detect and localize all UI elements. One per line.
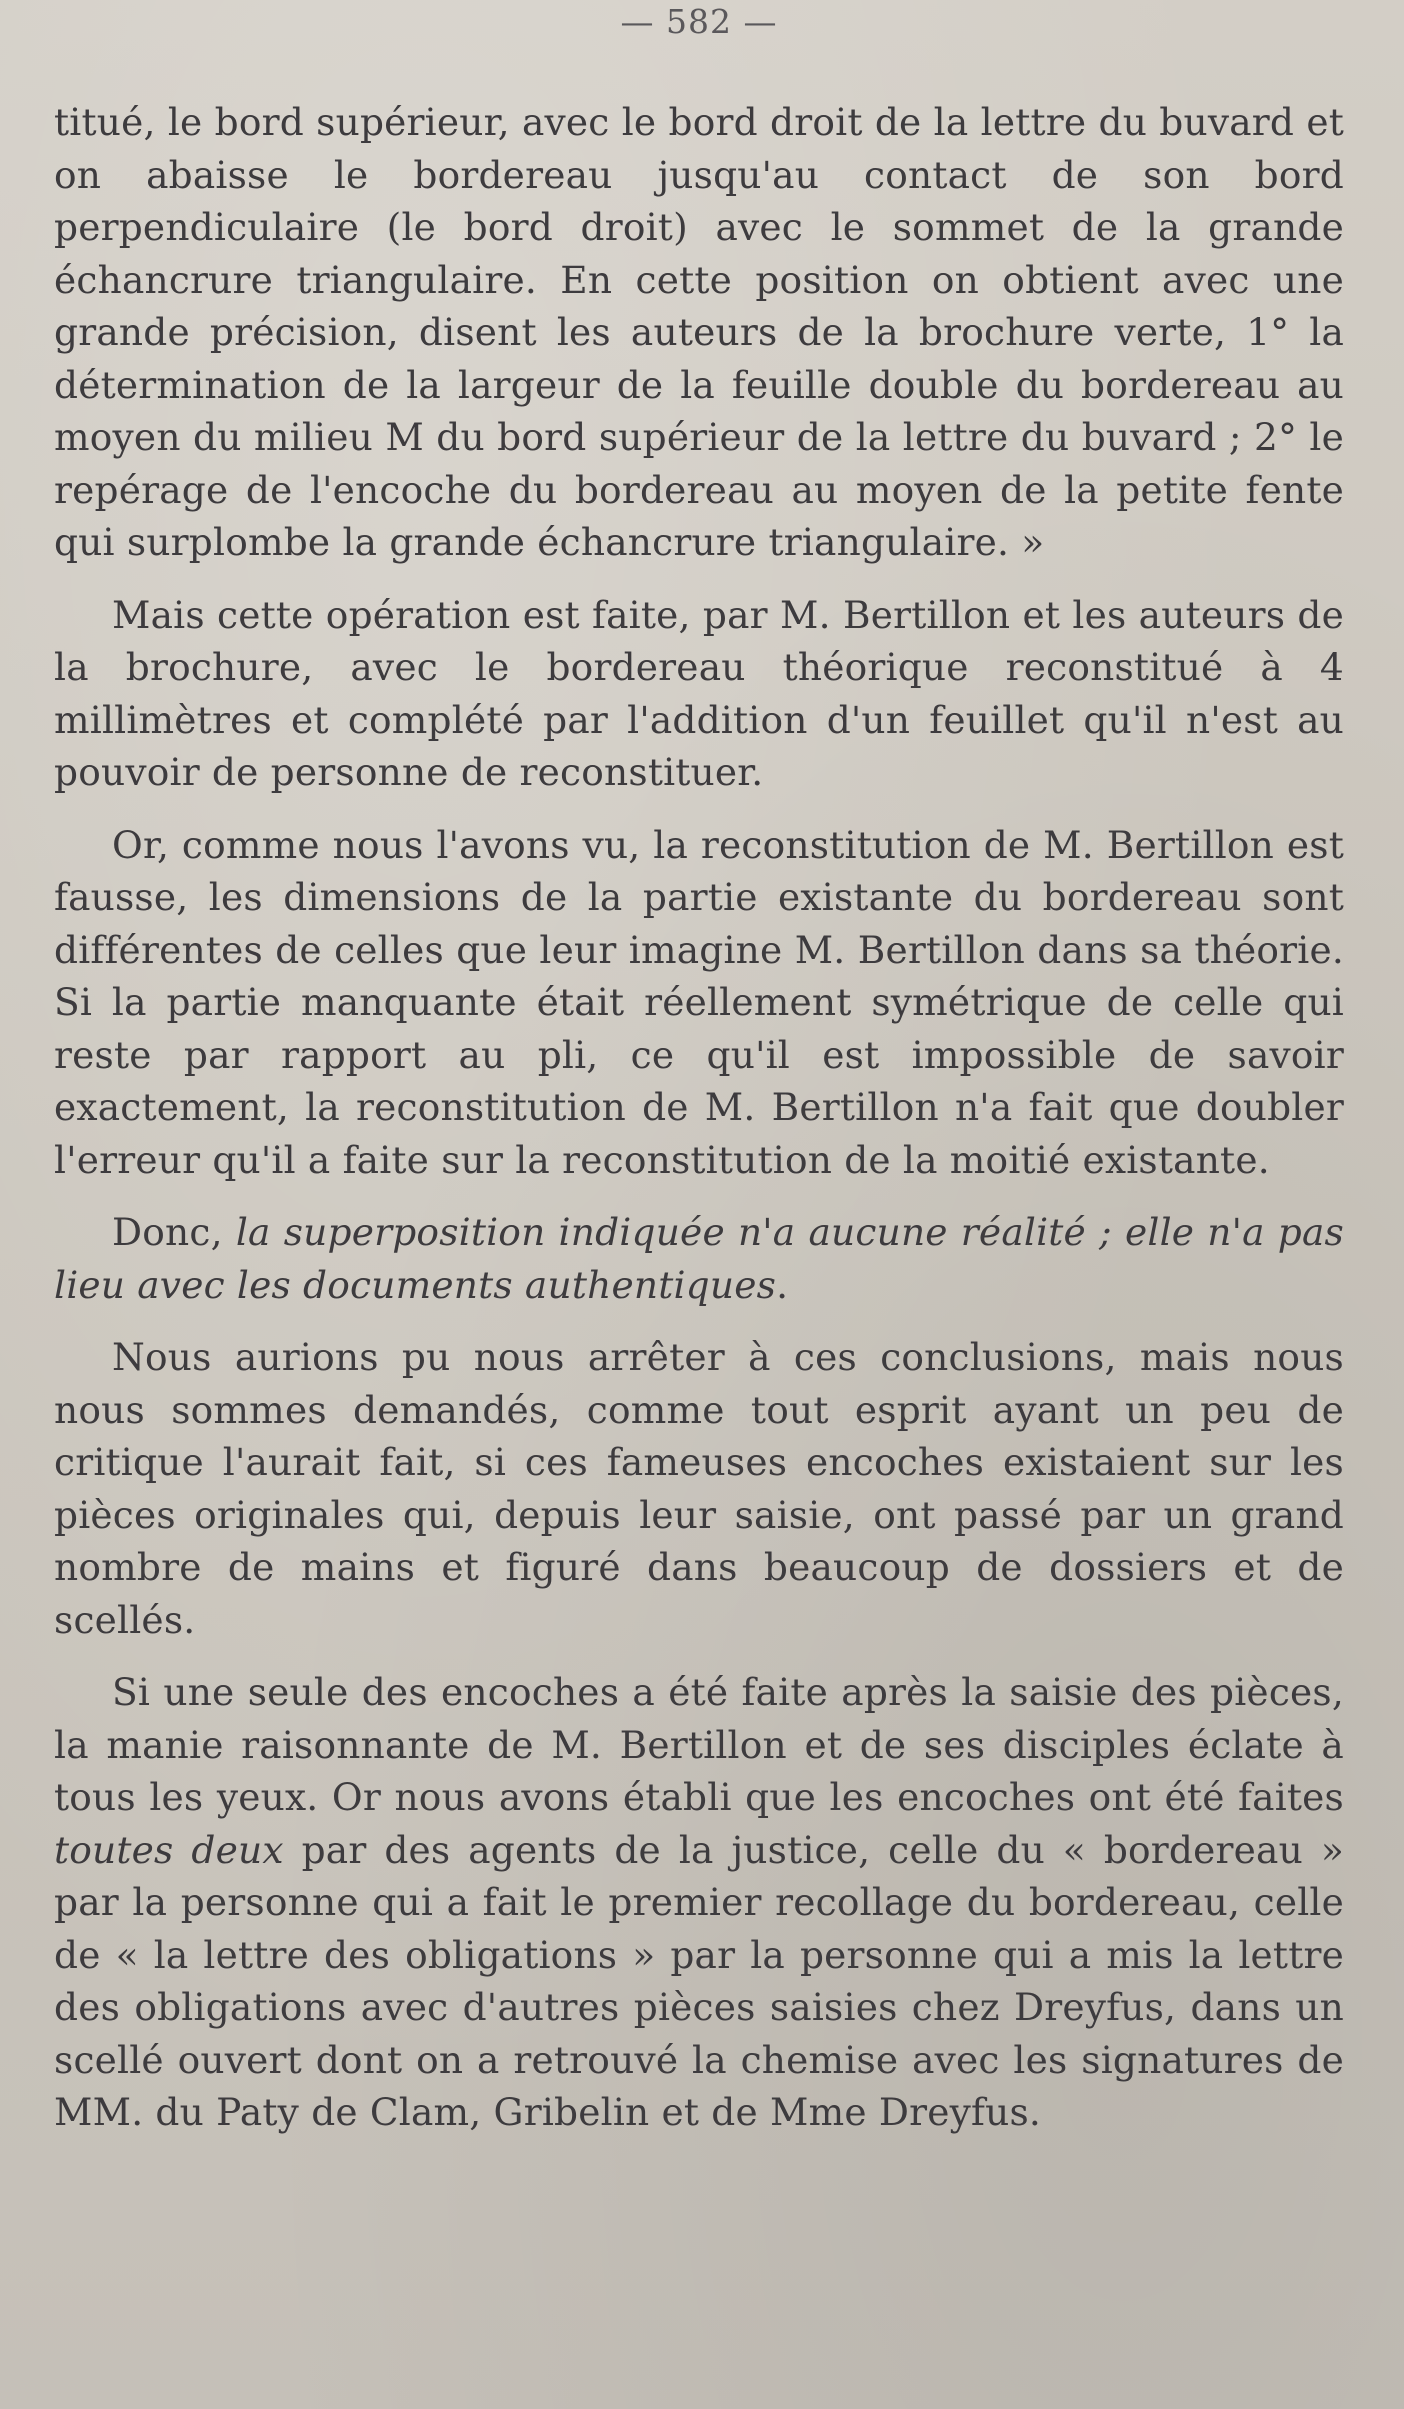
paragraph-4-italic: la superposition indiquée n'a aucune réalité ; elle n'a pas lieu avec les documents authentiques	[54, 1210, 1344, 1307]
paragraph-2: Mais cette opération est faite, par M. Bertillon et les auteurs de la brochure, avec le bordereau théorique reconstitué à 4 millimètres et complété par l'addition d'un feuillet qu'il n'est au pouvoir de personne de reconstituer.	[54, 592, 1344, 794]
paragraph-5: Nous aurions pu nous arrêter à ces conclusions, mais nous nous sommes demandés, comme tout esprit ayant un peu de critique l'aurait fait, si ces fameuses encoches existaient sur les pièces originales qui, depuis leur saisie, ont passé par un grand nombre de mains et figuré dans beaucoup de dossiers et de scellés.	[54, 1335, 1344, 1642]
paragraph-6-lead: Si une seule des encoches a été faite après la saisie des pièces, la manie raisonnante de M. Bertillon et de ses disciples éclate à tous les yeux. Or nous avons établi que les encoches ont été faites	[54, 1670, 1344, 1819]
paragraph-6	[54, 1666, 1344, 2139]
paragraph-4	[54, 1206, 1344, 1311]
paragraph-3: Or, comme nous l'avons vu, la reconstitution de M. Bertillon est fausse, les dimensions de la partie existante du bordereau sont différentes de celles que leur imagine M. Bertillon dans sa théorie. Si la partie manquante était réellement symétrique de celle qui reste par rapport au pli, ce qu'il est impossible de savoir exactement, la reconstitution de M. Bertillon n'a fait que doubler l'erreur qu'il a faite sur la reconstitution de la moitié existante.	[54, 822, 1344, 1182]
paragraph-6-italic: toutes deux	[54, 1827, 284, 1872]
body-text	[54, 96, 1344, 2139]
paragraph-1: titué, le bord supérieur, avec le bord droit de la lettre du buvard et on abaisse le bordereau jusqu'au contact de son bord perpendiculaire (le bord droit) avec le sommet de la grande échancrure triangulaire. En cette position on obtient avec une grande précision, disent les auteurs de la brochure verte, 1° la détermination de la largeur de la feuille double du bordereau au moyen du milieu M du bord supérieur de la lettre du buvard ; 2° le repérage de l'encoche du bordereau au moyen de la petite fente qui surplombe la grande échancrure triangulaire. »	[54, 100, 1344, 564]
page-number: — 582 —	[620, 2, 778, 41]
paragraph-4-lead: Donc,	[112, 1210, 236, 1254]
paragraph-6-tail: par des agents de la justice, celle du « bordereau » par la personne qui a fait le premier recollage du bordereau, celle de « la lettre des obligations » par la personne qui a mis la lettre des obligations avec d'autres pièces saisies chez Dreyfus, dans un scellé ouvert dont on a retrouvé la chemise avec les signatures de MM. du Paty de Clam, Gribelin et de Mme Dreyfus.	[54, 1827, 1344, 2134]
paragraph-4-tail: .	[776, 1262, 789, 1307]
